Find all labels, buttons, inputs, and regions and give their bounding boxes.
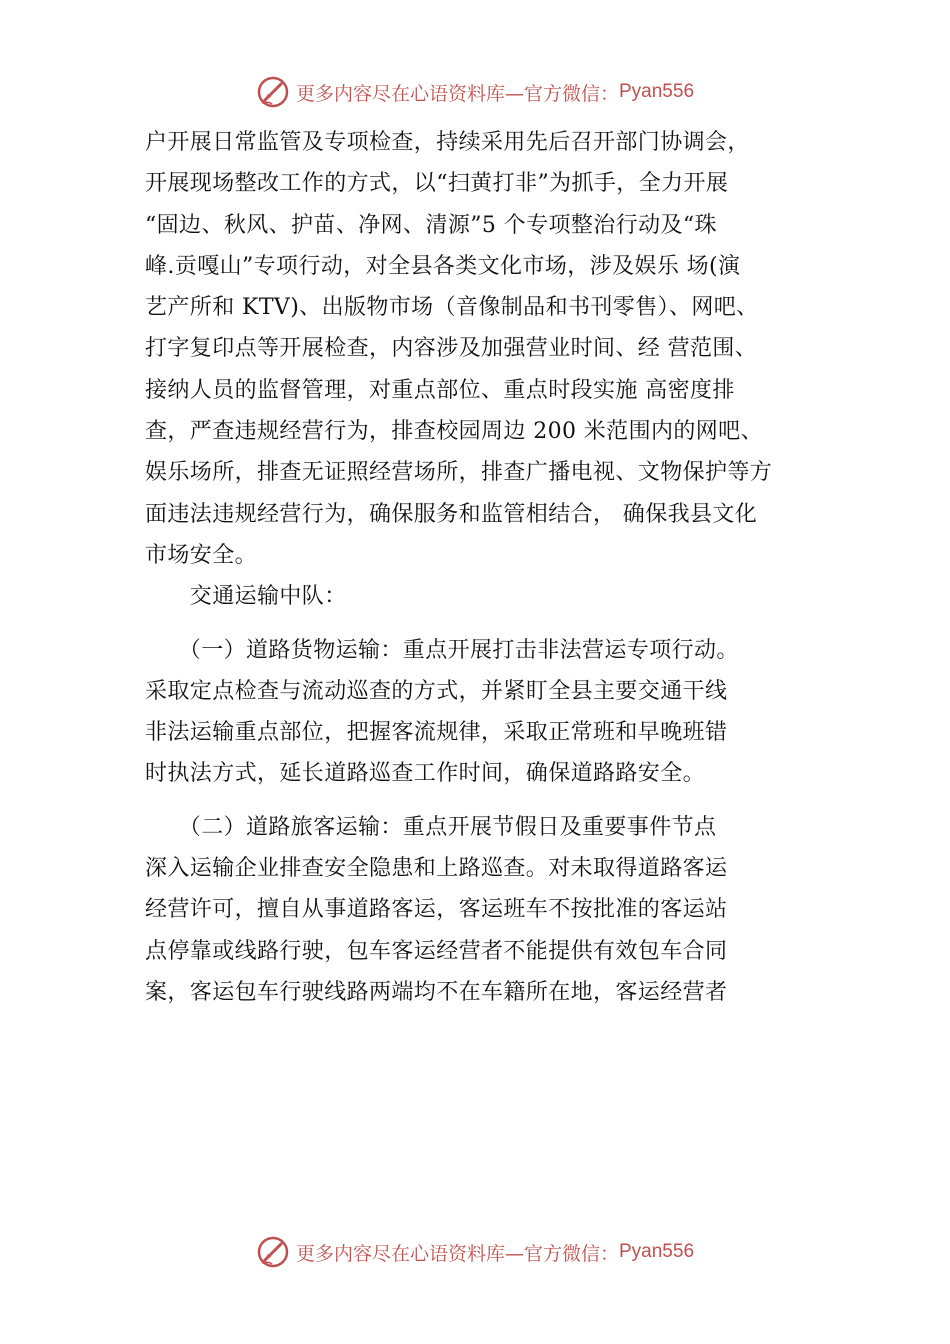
text-line: （二）道路旅客运输：重点开展节假日及重要事件节点 xyxy=(145,814,717,840)
header-wechat-id: Pyan556 xyxy=(619,81,695,102)
paragraph-passenger xyxy=(145,807,835,1013)
text-line: 采取定点检查与流动巡查的方式，并紧盯全县主要交通干线 xyxy=(145,678,728,704)
text-line: 开展现场整改工作的方式，以“扫黄打非”为抓手，全力开展 xyxy=(145,171,729,197)
document-body xyxy=(145,122,835,1013)
footer-site-name: 更多内容尽在心语资料库 xyxy=(295,1242,505,1265)
text-line: 面违法违规经营行为，确保服务和监管相结合， 确保我县文化 xyxy=(145,501,758,527)
text-line: （一）道路货物运输：重点开展打击非法营运专项行动。 xyxy=(145,637,739,663)
text-line: 接纳人员的监督管理，对重点部位、重点时段实施 高密度排 xyxy=(145,377,735,403)
text-line: 查，严查违规经营行为，排查校园周边 200 米范围内的网吧、 xyxy=(145,419,763,445)
text-line: 艺产所和 KTV)、出版物市场（音像制品和书刊零售）、网吧、 xyxy=(145,295,759,321)
section-heading: 交通运输中队： xyxy=(145,584,347,610)
header-site-name: 更多内容尽在心语资料库 xyxy=(295,82,505,105)
text-line: 经营许可，擅自从事道路客运，客运班车不按批准的客运站 xyxy=(145,897,728,923)
footer-wechat-label: —官方微信： xyxy=(504,1242,619,1265)
text-line: “固边、秋风、护苗、净网、清源”5 个专项整治行动及“珠 xyxy=(145,212,717,238)
header-wechat-label: —官方微信： xyxy=(504,82,619,105)
footer-wechat-id: Pyan556 xyxy=(619,1241,695,1262)
text-line: 案，客运包车行驶线路两端均不在车籍所在地，客运经营者 xyxy=(145,979,728,1005)
header-banner xyxy=(0,72,950,112)
paragraph-culture-market xyxy=(145,122,835,576)
pen-logo-icon xyxy=(256,75,290,109)
text-line: 市场安全。 xyxy=(145,542,258,568)
paragraph-freight xyxy=(145,630,835,795)
text-line: 打字复印点等开展检查，内容涉及加强营业时间、经 营范围、 xyxy=(145,336,758,362)
text-line: 深入运输企业排查安全隐患和上路巡查。对未取得道路客运 xyxy=(145,856,728,882)
text-line: 时执法方式，延长道路巡查工作时间，确保道路路安全。 xyxy=(145,761,706,787)
text-line: 峰.贡嘎山”专项行动，对全县各类文化市场，涉及娱乐 场(演 xyxy=(145,253,741,279)
text-line: 非法运输重点部位，把握客流规律，采取正常班和早晚班错 xyxy=(145,720,728,746)
paragraph-transport-heading xyxy=(145,576,835,617)
text-line: 娱乐场所，排查无证照经营场所，排查广播电视、文物保护等方 xyxy=(145,460,773,486)
text-line: 点停靠或线路行驶，包车客运经营者不能提供有效包车合同 xyxy=(145,938,728,964)
footer-banner xyxy=(0,1232,950,1272)
text-line: 户开展日常监管及专项检查，持续采用先后召开部门协调会， xyxy=(145,130,750,155)
pen-logo-icon xyxy=(256,1235,290,1269)
